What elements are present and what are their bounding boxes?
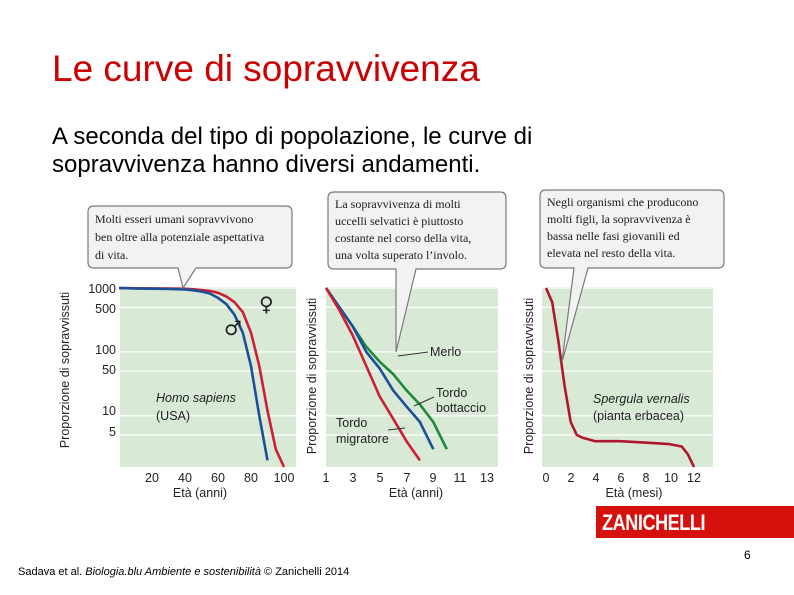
x-tick-label: 13 bbox=[480, 471, 494, 485]
callout-line: elevata nel resto della vita. bbox=[547, 246, 676, 260]
x-axis-label: Età (anni) bbox=[172, 486, 228, 500]
species-label: Homo sapiens bbox=[156, 391, 236, 405]
x-tick-label: 0 bbox=[542, 471, 550, 485]
series-label-tordo-bottaccio: Tordo bbox=[436, 386, 468, 400]
callout-line: Molti esseri umani sopravvivono bbox=[95, 212, 254, 226]
callout-line: una volta superato l’involo. bbox=[335, 248, 467, 262]
y-tick-label: 50 bbox=[102, 363, 116, 377]
panel-3-x-ticks bbox=[543, 471, 701, 485]
x-tick-label: 5 bbox=[376, 471, 384, 485]
y-axis-label: Proporzione di sopravvissuti bbox=[58, 291, 72, 449]
x-tick-label: 40 bbox=[178, 471, 192, 485]
callout-line: La sopravvivenza di molti bbox=[335, 197, 461, 211]
x-axis-label: Età (mesi) bbox=[605, 486, 663, 500]
x-tick-label: 80 bbox=[244, 471, 258, 485]
slide-title: Le curve di sopravvivenza bbox=[52, 48, 480, 89]
y-tick-label: 10 bbox=[102, 404, 116, 418]
x-tick-label: 8 bbox=[642, 471, 650, 485]
callout-line: bassa nelle fasi giovanili ed bbox=[547, 229, 680, 243]
species-label: Spergula vernalis bbox=[593, 392, 690, 406]
footer-text: Sadava et al. bbox=[18, 566, 86, 578]
x-tick-label: 11 bbox=[453, 471, 467, 485]
panel-1-y-ticks bbox=[88, 282, 116, 439]
zanichelli-logo bbox=[596, 506, 794, 538]
x-axis-label: Età (anni) bbox=[388, 486, 444, 500]
callout-line: Negli organismi che producono bbox=[547, 195, 699, 209]
x-tick-label: 3 bbox=[349, 471, 357, 485]
callout-humans bbox=[88, 206, 292, 288]
y-axis-label: Proporzione di sopravvissuti bbox=[305, 297, 319, 455]
slide-subtitle: A seconda del tipo di popolazione, le curve di sopravvivenza hanno diversi andamenti. bbox=[52, 123, 533, 178]
callout-line: uccelli selvatici è piuttosto bbox=[335, 214, 464, 228]
female-symbol-icon: ♀ bbox=[259, 292, 274, 316]
x-tick-label: 10 bbox=[664, 471, 678, 485]
panel-1-x-ticks bbox=[145, 471, 294, 485]
callout-line: ben oltre alla potenziale aspettativa bbox=[95, 230, 265, 244]
page-number: 6 bbox=[744, 548, 751, 562]
book-title: Biologia.blu Ambiente e sostenibilità bbox=[85, 566, 261, 578]
x-tick-label: 2 bbox=[567, 471, 575, 485]
y-tick-label: 500 bbox=[95, 302, 116, 316]
callout-line: costante nel corso della vita, bbox=[335, 231, 472, 245]
x-tick-label: 20 bbox=[145, 471, 159, 485]
x-tick-label: 12 bbox=[687, 471, 701, 485]
series-label-merlo: Merlo bbox=[430, 345, 462, 359]
callout-line: molti figli, la sopravvivenza è bbox=[547, 212, 691, 226]
series-label-tordo-migratore: migratore bbox=[336, 432, 389, 446]
y-tick-label: 1000 bbox=[88, 282, 116, 296]
y-axis-label: Proporzione di sopravvissuti bbox=[522, 297, 536, 455]
series-label-tordo-migratore: Tordo bbox=[336, 416, 368, 430]
y-tick-label: 5 bbox=[109, 425, 116, 439]
x-tick-label: 6 bbox=[617, 471, 625, 485]
x-tick-label: 60 bbox=[211, 471, 225, 485]
citation-footer bbox=[18, 566, 349, 578]
male-symbol-icon: ♂ bbox=[224, 316, 242, 340]
callout-line: di vita. bbox=[95, 248, 129, 262]
x-tick-label: 9 bbox=[429, 471, 437, 485]
species-sublabel: (pianta erbacea) bbox=[593, 409, 685, 423]
series-label-tordo-bottaccio: bottaccio bbox=[436, 401, 487, 415]
panel-2-x-ticks bbox=[323, 471, 494, 485]
x-tick-label: 100 bbox=[273, 471, 295, 485]
footer-text: © Zanichelli 2014 bbox=[260, 566, 350, 578]
y-tick-label: 100 bbox=[95, 343, 116, 357]
species-sublabel: (USA) bbox=[156, 409, 191, 423]
logo-text: ZANICHELLI bbox=[602, 510, 706, 535]
x-tick-label: 1 bbox=[322, 471, 330, 485]
x-tick-label: 4 bbox=[592, 471, 600, 485]
x-tick-label: 7 bbox=[403, 471, 411, 485]
